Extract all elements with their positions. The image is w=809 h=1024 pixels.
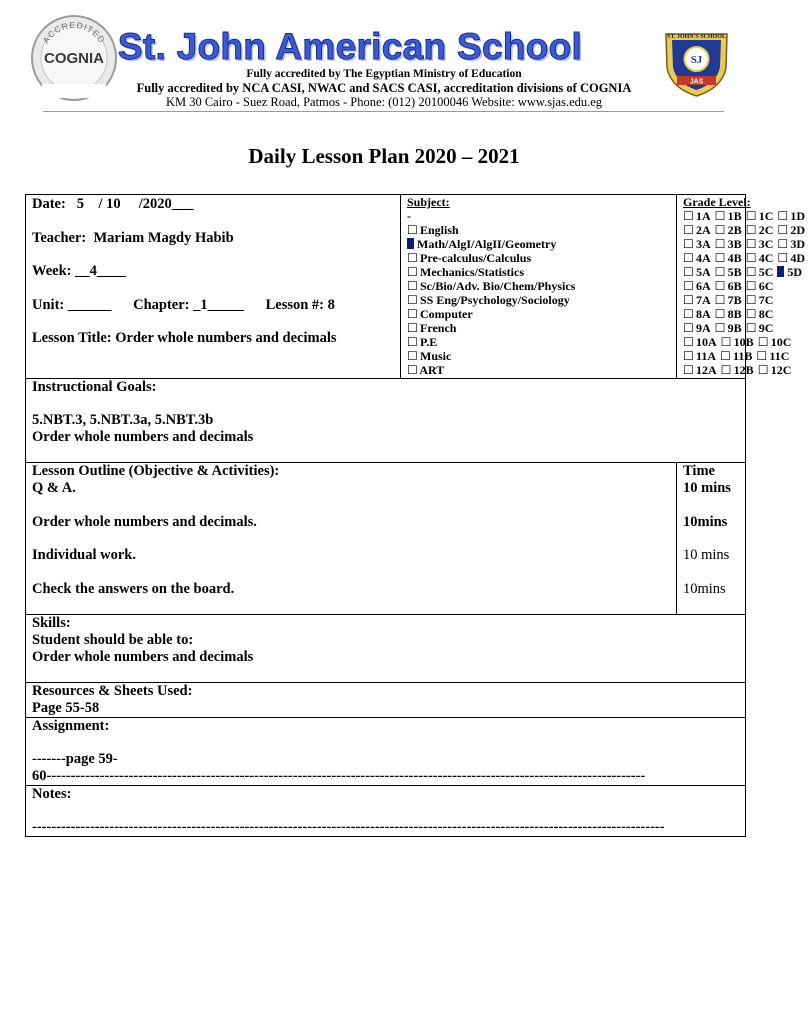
subject-option[interactable]: [407, 363, 676, 377]
subject-option-label: P.E: [417, 335, 438, 349]
checkbox-icon[interactable]: ☐: [777, 223, 789, 237]
outline-activity: Order whole numbers and decimals.: [32, 513, 257, 530]
grade-option[interactable]: [715, 209, 742, 223]
checkbox-icon[interactable]: ☐: [683, 223, 694, 237]
notes-line: -----------------------------------------------------------------------------------------------------------------------------------: [32, 819, 665, 835]
checkbox-icon[interactable]: ☐: [777, 237, 789, 251]
checkbox-icon[interactable]: ☐: [407, 251, 418, 265]
subject-option-label: English: [417, 223, 459, 237]
grade-option-label: 12A: [693, 363, 717, 377]
goals-label: Instructional Goals:: [32, 379, 157, 395]
checkbox-icon[interactable]: ☐: [720, 335, 732, 349]
checkbox-icon[interactable]: ☐: [745, 251, 757, 265]
checkbox-icon[interactable]: ☐: [683, 237, 694, 251]
subject-checklist: [401, 195, 676, 377]
outline-label: Lesson Outline (Objective & Activities):: [32, 463, 280, 479]
checkbox-icon[interactable]: ☐: [757, 363, 769, 377]
lesson-info-cell: [26, 195, 401, 379]
checkbox-icon[interactable]: ☐: [720, 363, 732, 377]
date-field: Date: 5 / 10 /2020___: [32, 196, 194, 212]
grade-option[interactable]: [746, 307, 774, 321]
checkbox-icon[interactable]: ☐: [683, 335, 694, 349]
grade-option[interactable]: [777, 265, 802, 279]
seal-brand-text: COGNIA: [44, 50, 104, 67]
grade-option[interactable]: [746, 265, 774, 279]
subject-option-label: Math/AlgI/AlgII/Geometry: [417, 237, 557, 251]
grade-option-label: 5B: [724, 265, 742, 279]
checkbox-icon[interactable]: ☐: [407, 335, 418, 349]
checkbox-icon[interactable]: ☐: [745, 279, 757, 293]
subject-option-label: French: [417, 321, 457, 335]
grade-option[interactable]: [777, 223, 805, 237]
grade-option[interactable]: [683, 349, 716, 363]
grade-option-label: 5C: [755, 265, 774, 279]
checked-box-icon[interactable]: [777, 266, 784, 277]
grade-option-label: 2A: [693, 223, 711, 237]
grade-option-label: 11C: [766, 349, 790, 363]
checkbox-icon[interactable]: ☐: [714, 223, 726, 237]
grade-option[interactable]: [758, 363, 792, 377]
grade-option-label: 7A: [693, 293, 711, 307]
document-title: Daily Lesson Plan 2020 – 2021: [248, 144, 520, 168]
grade-level-cell: [677, 195, 806, 379]
assignment-line1: -------page 59-: [32, 751, 118, 767]
teacher-field: Teacher: Mariam Magdy Habib: [32, 229, 234, 246]
outline-time: 10mins: [683, 580, 726, 597]
checkbox-icon[interactable]: ☐: [683, 265, 694, 279]
header-divider: [43, 111, 724, 112]
grade-option-label: 2D: [787, 223, 806, 237]
crest-initials-text: SJ: [690, 54, 703, 66]
grade-option-label: 1D: [787, 209, 806, 223]
grade-option[interactable]: [746, 223, 774, 237]
grade-option-label: 12C: [767, 363, 792, 377]
subject-option-label: Sc/Bio/Adv. Bio/Chem/Physics: [417, 279, 576, 293]
skills-line2: Order whole numbers and decimals: [32, 649, 254, 665]
grade-option[interactable]: [683, 293, 711, 307]
grade-option[interactable]: [721, 335, 754, 349]
accreditation-ministry: Fully accredited by The Egyptian Ministry of Education: [246, 68, 522, 80]
subject-option[interactable]: [407, 349, 676, 363]
grade-option[interactable]: [746, 321, 774, 335]
subject-option[interactable]: [407, 321, 676, 335]
grade-row: [683, 307, 774, 321]
grade-option-label: 8B: [724, 307, 742, 321]
checkbox-icon[interactable]: ☐: [407, 349, 418, 363]
grade-option-label: 11A: [693, 349, 717, 363]
checkbox-icon[interactable]: ☐: [683, 293, 694, 307]
checkbox-icon[interactable]: ☐: [714, 251, 726, 265]
grade-option[interactable]: [683, 251, 711, 265]
checkbox-icon[interactable]: ☐: [683, 363, 694, 377]
subject-option-label: Pre-calculus/Calculus: [417, 251, 532, 265]
grade-option[interactable]: [715, 223, 742, 237]
checkbox-icon[interactable]: ☐: [407, 321, 418, 335]
skills-label: Skills:: [32, 615, 71, 631]
checked-box-icon[interactable]: [407, 238, 414, 249]
grade-option[interactable]: [715, 237, 742, 251]
grade-option-label: 9A: [693, 321, 711, 335]
time-label: Time: [683, 463, 715, 479]
grade-row: [683, 209, 806, 223]
grade-level-grid: [677, 195, 806, 377]
checkbox-icon[interactable]: ☐: [757, 335, 769, 349]
outline-activity: Q & A.: [32, 480, 76, 496]
grade-row: [683, 223, 806, 237]
seal-ring-text: ACCREDITED: [40, 19, 108, 46]
grade-row: [683, 335, 792, 349]
grade-option[interactable]: [683, 335, 717, 349]
skills-line1: Student should be able to:: [32, 632, 194, 648]
checkbox-icon[interactable]: ☐: [745, 265, 757, 279]
assignment-line2: 60----------------------------------------------------------------------------------------------------------------------------: [32, 768, 646, 784]
checkbox-icon[interactable]: ☐: [756, 349, 768, 363]
grade-option[interactable]: [746, 293, 774, 307]
grade-option[interactable]: [746, 209, 774, 223]
grade-option[interactable]: [683, 279, 711, 293]
checkbox-icon[interactable]: ☐: [714, 209, 726, 223]
checkbox-icon[interactable]: ☐: [720, 349, 731, 363]
subject-option[interactable]: [407, 335, 676, 349]
checkbox-icon[interactable]: ☐: [777, 251, 789, 265]
checkbox-icon[interactable]: ☐: [683, 209, 694, 223]
grade-option-label: 2C: [755, 223, 774, 237]
grade-option-label: 4D: [787, 251, 806, 265]
subject-option-label: ART: [417, 363, 445, 377]
checkbox-icon[interactable]: ☐: [683, 251, 694, 265]
grade-option[interactable]: [758, 335, 792, 349]
outline-time: 10mins: [683, 513, 728, 530]
checkbox-icon[interactable]: ☐: [407, 293, 418, 307]
grade-option-label: 8C: [755, 307, 774, 321]
skills-cell: [26, 615, 746, 683]
checkbox-icon[interactable]: ☐: [745, 321, 757, 335]
notes-label: Notes:: [32, 786, 72, 802]
grade-option-label: 10B: [730, 335, 754, 349]
grade-option[interactable]: [683, 265, 711, 279]
grade-option[interactable]: [683, 237, 711, 251]
goals-standards: 5.NBT.3, 5.NBT.3a, 5.NBT.3b: [32, 412, 214, 428]
subject-option[interactable]: [407, 307, 676, 321]
grade-option-label: 10A: [693, 335, 717, 349]
grade-option-label: 3A: [693, 237, 711, 251]
grade-option-label: 7C: [755, 293, 774, 307]
grade-option-label: 5D: [787, 265, 803, 279]
accreditation-cognia: Fully accredited by NCA CASI, NWAC and SACS CASI, accreditation divisions of COGNIA: [136, 81, 632, 95]
checkbox-icon[interactable]: ☐: [683, 349, 694, 363]
grade-row: [683, 321, 774, 335]
grade-option-label: 1B: [724, 209, 742, 223]
grade-option-label: 4C: [755, 251, 774, 265]
grade-option-label: 9C: [755, 321, 774, 335]
grade-option-label: 5A: [693, 265, 711, 279]
time-cell: [677, 463, 746, 615]
school-name: St. John American School: [117, 26, 583, 67]
checkbox-icon[interactable]: ☐: [714, 293, 726, 307]
grade-option-label: 1C: [755, 209, 774, 223]
week-field: Week: __4____: [32, 263, 126, 279]
assignment-cell: [26, 718, 746, 786]
outline-activity: Check the answers on the board.: [32, 580, 235, 597]
subject-option-label: Music: [417, 349, 452, 363]
grade-option[interactable]: [746, 279, 774, 293]
crest-banner-text: JAS: [689, 78, 704, 86]
lesson-title-field: Lesson Title: Order whole numbers and decimals: [32, 330, 337, 346]
lesson-plan-table: [25, 194, 806, 837]
checkbox-icon[interactable]: ☐: [714, 307, 726, 321]
grade-option[interactable]: [777, 237, 805, 251]
checkbox-icon[interactable]: ☐: [407, 223, 418, 237]
checkbox-icon[interactable]: ☐: [745, 209, 757, 223]
instructional-goals-cell: [26, 379, 746, 463]
subject-option[interactable]: [407, 265, 676, 279]
grade-option[interactable]: [683, 307, 711, 321]
checkbox-icon[interactable]: ☐: [745, 293, 757, 307]
crest-label-text: ST. JOHN'S SCHOOL: [667, 34, 726, 40]
checkbox-icon[interactable]: ☐: [714, 279, 726, 293]
notes-cell: [26, 786, 746, 837]
grade-option[interactable]: [777, 209, 805, 223]
checkbox-icon[interactable]: ☐: [745, 237, 757, 251]
subject-option[interactable]: [407, 223, 676, 237]
grade-option-label: 9B: [724, 321, 742, 335]
grade-option-label: 8A: [693, 307, 711, 321]
grade-option-label: 11B: [730, 349, 753, 363]
grade-option-label: 4B: [724, 251, 742, 265]
checkbox-icon[interactable]: ☐: [683, 279, 694, 293]
checkbox-icon[interactable]: ☐: [407, 265, 418, 279]
lesson-outline-cell: [26, 463, 677, 615]
grade-row: [683, 251, 806, 265]
grade-option-label: 3D: [787, 237, 806, 251]
grade-option-label: 6B: [724, 279, 742, 293]
checkbox-icon[interactable]: ☐: [714, 321, 726, 335]
letterhead: [0, 0, 768, 125]
grade-option[interactable]: [777, 251, 805, 265]
grade-row: [683, 279, 774, 293]
checkbox-icon[interactable]: ☐: [745, 223, 757, 237]
grade-option-label: 1A: [693, 209, 711, 223]
grade-option[interactable]: [683, 363, 717, 377]
grade-row: [683, 349, 790, 363]
grade-option-label: 7B: [724, 293, 742, 307]
grade-option-label: 10C: [767, 335, 792, 349]
grade-option[interactable]: [715, 279, 742, 293]
grade-option[interactable]: [746, 237, 774, 251]
checkbox-icon[interactable]: ☐: [407, 363, 418, 377]
checkbox-icon[interactable]: ☐: [407, 279, 418, 293]
subject-cell: [401, 195, 677, 379]
assignment-label: Assignment:: [32, 718, 110, 734]
grade-level-label: Grade Level:: [683, 195, 751, 209]
subject-label: Subject:: [407, 195, 450, 209]
grade-option[interactable]: [715, 265, 742, 279]
grade-option[interactable]: [683, 321, 711, 335]
unit-chapter-lesson-field: Unit: ______ Chapter: _1_____ Lesson #: 8: [32, 296, 335, 313]
grade-option-label: 6A: [693, 279, 711, 293]
grade-row: [683, 237, 806, 251]
grade-option[interactable]: [715, 321, 742, 335]
grade-option[interactable]: [721, 363, 754, 377]
subject-marker: -: [407, 209, 411, 223]
grade-option-label: 3B: [724, 237, 742, 251]
lesson-outline: [26, 463, 676, 614]
checkbox-icon[interactable]: ☐: [745, 307, 757, 321]
subject-option-label: Mechanics/Statistics: [417, 265, 524, 279]
checkbox-icon[interactable]: ☐: [683, 321, 694, 335]
school-address: KM 30 Cairo - Suez Road, Patmos - Phone: (012) 20100046 Website: www.sjas.edu.eg: [165, 95, 603, 109]
grade-option[interactable]: [715, 293, 742, 307]
resources-cell: [26, 683, 746, 718]
subject-option[interactable]: [407, 237, 676, 251]
grade-option[interactable]: [683, 209, 711, 223]
grade-option[interactable]: [683, 223, 711, 237]
outline-time: 10 mins: [683, 547, 730, 563]
grade-option[interactable]: [746, 251, 774, 265]
subject-option[interactable]: [407, 293, 676, 307]
checkbox-icon[interactable]: ☐: [777, 209, 789, 223]
checkbox-icon[interactable]: ☐: [714, 237, 726, 251]
checkbox-icon[interactable]: ☐: [407, 307, 418, 321]
grade-option[interactable]: [720, 349, 752, 363]
grade-row: [683, 363, 792, 377]
grade-option[interactable]: [756, 349, 789, 363]
grade-option[interactable]: [715, 307, 742, 321]
subject-option[interactable]: [407, 251, 676, 265]
grade-row: [683, 293, 774, 307]
subject-option[interactable]: [407, 279, 676, 293]
subject-option-label: Computer: [417, 307, 473, 321]
checkbox-icon[interactable]: ☐: [683, 307, 694, 321]
resources-label: Resources & Sheets Used:: [32, 683, 193, 699]
grade-option-label: 6C: [755, 279, 774, 293]
resources-value: Page 55-58: [32, 700, 100, 716]
outline-activity: Individual work.: [32, 547, 136, 563]
goals-text: Order whole numbers and decimals: [32, 429, 254, 445]
grade-option[interactable]: [715, 251, 742, 265]
grade-option-label: 3C: [755, 237, 774, 251]
grade-option-label: 12B: [730, 363, 754, 377]
checkbox-icon[interactable]: ☐: [714, 265, 726, 279]
time-column: [677, 463, 745, 614]
subject-option-label: SS Eng/Psychology/Sociology: [417, 293, 570, 307]
outline-time: 10 mins: [683, 480, 731, 496]
grade-row: [683, 265, 803, 279]
grade-option-label: 2B: [724, 223, 742, 237]
grade-option-label: 4A: [693, 251, 711, 265]
